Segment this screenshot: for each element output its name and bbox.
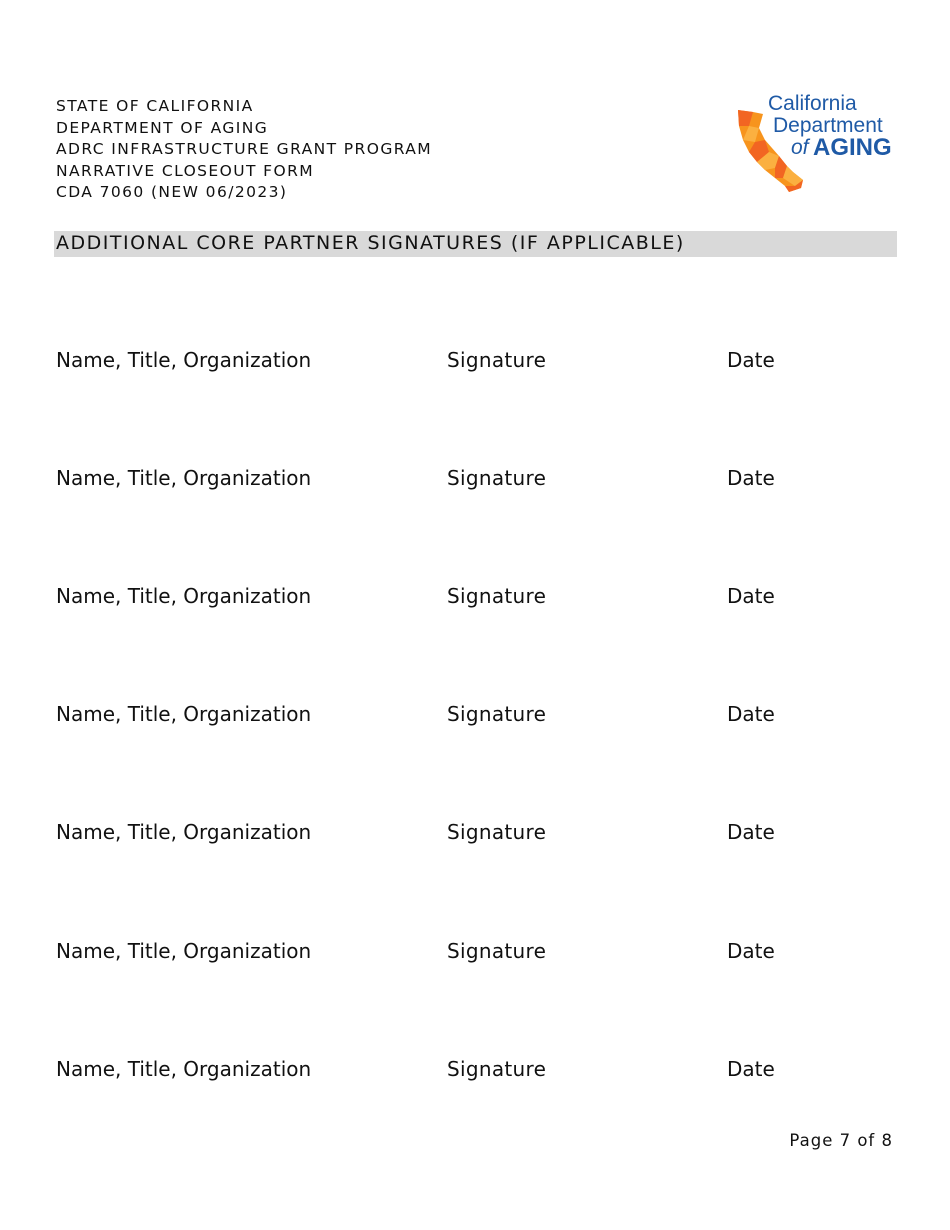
name-title-organization-label: Name, Title, Organization [56,348,312,372]
signature-row [0,820,950,850]
signature-row [0,584,950,614]
header-state: STATE OF CALIFORNIA [56,97,254,115]
signature-label: Signature [447,1057,547,1081]
name-title-organization-label: Name, Title, Organization [56,584,312,608]
section-header-bar [54,231,897,257]
name-title-organization-label: Name, Title, Organization [56,1057,312,1081]
logo-line-aging: AGING [813,134,892,161]
cda-logo [735,92,900,194]
name-title-organization-label: Name, Title, Organization [56,820,312,844]
signature-label: Signature [447,820,547,844]
signature-row [0,1057,950,1087]
signature-label: Signature [447,939,547,963]
logo-line-of: of [791,136,809,159]
signature-label: Signature [447,348,547,372]
section-title: ADDITIONAL CORE PARTNER SIGNATURES (IF APPLICABLE) [56,232,685,254]
signature-row [0,702,950,732]
name-title-organization-label: Name, Title, Organization [56,702,312,726]
signature-label: Signature [447,702,547,726]
date-label: Date [727,466,775,490]
signature-row [0,466,950,496]
date-label: Date [727,939,775,963]
name-title-organization-label: Name, Title, Organization [56,939,312,963]
header-form-number: CDA 7060 (NEW 06/2023) [56,183,288,201]
header-program: ADRC INFRASTRUCTURE GRANT PROGRAM [56,140,433,158]
header-department: DEPARTMENT OF AGING [56,118,269,137]
date-label: Date [727,702,775,726]
date-label: Date [727,820,775,844]
date-label: Date [727,348,775,372]
signature-row [0,348,950,378]
page-number: Page 7 of 8 [789,1131,893,1150]
logo-line-department: Department [773,114,883,137]
signature-label: Signature [447,584,547,608]
date-label: Date [727,1057,775,1081]
logo-line-california: California [768,92,857,115]
signature-row [0,939,950,969]
header-form-name: NARRATIVE CLOSEOUT FORM [56,161,315,180]
date-label: Date [727,584,775,608]
name-title-organization-label: Name, Title, Organization [56,466,312,490]
form-header [56,96,432,204]
signature-label: Signature [447,466,547,490]
